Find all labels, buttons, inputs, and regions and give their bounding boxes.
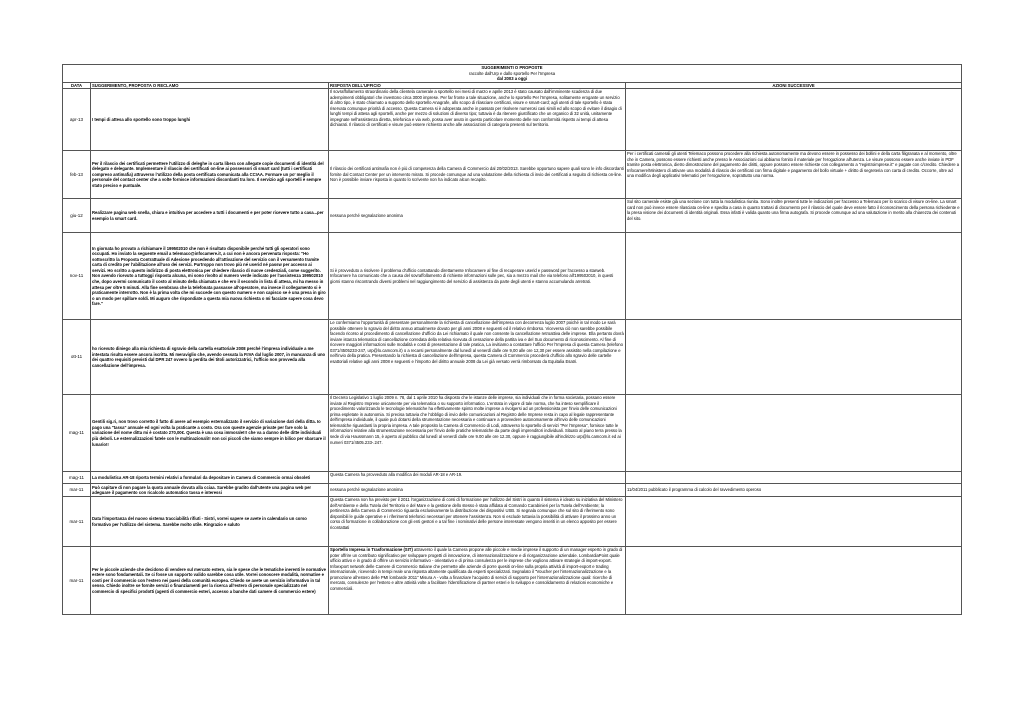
row-topic: ho ricevuto diniego alla mia richiesta di sgravio della cartella esattoriale 2008 perché l'impresa individuale a me intestata risulta essere ancora iscritta. Mi meraviglio che, avendo cessata la P.IVA dal luglio 2007, in mancanza di uno dei quattro requisiti previsti dal DPR 247 ovvero la perdita dei titoli autorizzatrici, l'ufficio non provveda alla cancellazione dell'impresa.: [91, 320, 329, 395]
row-actions: [626, 472, 962, 484]
row-actions: [626, 320, 962, 395]
table-row: [63, 484, 962, 497]
table-title: SUGGERIMENTI O PROPOSTE: [481, 65, 543, 70]
table-row: [63, 89, 962, 151]
row-date: mag-11: [63, 395, 91, 472]
row-topic: In giornata ho provato a richiamare il 199502010 che non è risultato disponibile perché tutti gli operatori sono occupati. Ho inviato la seguente email a telemaco@infocamere.it, a cui non è ancora pervenuta risposta: "Ho sottoscritto la Proposta Contrattuale di Adesione procedendo all'attivazione del servizio con il versamento tramite carta di credito per l'abilitazione all'uso dei servizi. Purtroppo non trovo più né userid né passw per accesso ai servizi. Ho scritto a questo indirizzo di posta elettronica per chiedere rilascio di nuove credenziali, come suggerito. Non avendo ricevuto a tuttoggi risposta alcuna, mi sono rivolto al numero verde indicato per l'assistenza 199502010 che, dopo avermi comunicato il costo al minuto della chiamata e che ero il secondo in lista di attesa, mi ha messo in attesa per oltre 5 minuti. Alla fine sembrava che la telefonata passasse all'operatore, ma invece il collegamento si è praticamente interrotto. Non è la prima volta che mi succede con questo numero e non capisco se è una presa in giro o un modo per spillare soldi. Mi auguro che rispondiate a questa mia nuova richiesta o mi facciate sapere cosa devo fare.": [91, 233, 329, 320]
row-topic: Realizzare pagina web snella, chiara e intuitiva per accedere a tutti i documenti e per poter ricevere tutto a casa...per esempio la smart card.: [91, 199, 329, 233]
column-header-date: DATA: [63, 82, 91, 89]
table-subtitle: raccolte dall'Urp e dallo sportello Per l'Impresa: [468, 70, 556, 76]
table-row: [63, 395, 962, 472]
row-actions: [626, 395, 962, 472]
table-row: [63, 199, 962, 233]
row-topic: Può capitare di non pagare la quota annuale dovuta alla cciaa. Sarebbe gradito dall'utente una pagina web per adeguare il pagamento con ricalcolo automatico tassa e interessi: [91, 484, 329, 497]
column-header-topic: SUGGERIMENTO, PROPOSTA O RECLAMO: [91, 82, 329, 89]
row-date: mag-11: [63, 472, 91, 484]
table-header-row: [63, 65, 962, 83]
row-response: Le confermiamo l'opportunità di presentare personalmente la richiesta di cancellazione dell'impresa con decorrenza luglio 2007 poiché in tal modo Le sarà possibile ottenere lo sgravio del diritto annuo attualmente dovuto per gli anni 2008 e seguenti ed il relativo rimborso. Viceversa ciò non sarebbe possibile facendo ricorso al procedimento di cancellazione d'ufficio da Lei richiamato il quale non consente la cancellazione retroattiva delle imprese. Ella pertanto dovrà inviare istanza telematica di cancellazione corredata della relativa ricevuta di cessazione della partita iva e del Suo documento di riconoscimento. Al fine di ricevere maggiori informazioni sulle modalità e costi di presentazione di tale pratica, La invitiamo a contattare l'ufficio Per l'Impresa di questa Camera (telefono 0371/4505233-247, urp@lo.camcom.it) o a recarsi personalmente dal lunedì al venerdì dalle ore 9,00 alle ore 12,30 per essere assistito nella compilazione e nell'invio della pratica. Presentando la richiesta di cancellazione dell'impresa, questa Camera di Commercio procederà d'ufficio allo sgravio delle cartelle esattoriali relative agli anni 2008 e seguenti e l'importo del diritto annuale 2008 da Lei già versato verrà rimborsato da Equitalia Esatri.: [329, 320, 626, 395]
suggestions-table: [62, 64, 962, 615]
row-date: giu-12: [63, 199, 91, 233]
table-row: [63, 472, 962, 484]
row-response: Il rilascio dei certificati antimafia non è più di competenza della Camera di Commercio dal 20/02/2013. Sarebbe opportuno sapere quali sono le info discordanti fornite dal Contact Center per un intervento mirato. Si procede comunque ad una valutazione della richiesta di invio dei certificati a seguito di richiesta on-line. Non è possibile inviare risposta in quanto lo scrivente non ha indicato alcun recapito.: [329, 151, 626, 199]
table-row: [63, 233, 962, 320]
row-topic: Data l'importanza del nuovo sistema tracciabilità rifiuti - Sistri, vorrei sapere se avete in calendario un corso formativo per l'utilizzo del sistema. Sarebbe molto utile. Ringrazio e saluto: [91, 497, 329, 547]
row-topic: Per il rilascio dei certificati permettere l'utilizzo di deleghe in carta libera con allegate copie documenti di identità del delegato e delegante. Implementare il rilascio dei certificati on-line ai possessori di smart card (tutti i certificati compreso antimafia) attraverso l'utilizzo della posta certificata comunicata alla CCIAA. Formare un po' meglio il personale del contact center che a volte fornisce informazioni discordanti tra loro. Il servizio agli sportelli è sempre stato preciso e puntuale.: [91, 151, 329, 199]
row-actions: Sul sito camerale esiste già una sezione con tutta la modulistica riunita. Sono inoltre presenti tutte le indicazioni per l'accesso a Telemaco per lo scarico di visure on-line. La smart card non può invece essere rilasciata on-line e spedita a casa in quanto trattasi di documento per il rilascio del quale deve essere fatto il riconoscimento della persona richiedente e la presa visione dei documenti di identità originali. Essa infatti è valida quanto una firma autografa. Si procede comunque ad una valutazione in merito alla chiarezza dei contenuti del sito.: [626, 199, 962, 233]
row-response-text: attraverso il quale la Camera propone alle piccole e medie imprese il supporto di un manager esperto in grado di poter offrire un contributo significativo per sviluppare progetti di innovazione, di internazionalizzazione e di riorganizzazione aziendale. LombardiaPoint quale ufficio attivo e in grado di offrire un servizio informativo - orientativo e di prima consulenza per le imprese che vogliono attivare strategie di import-export. Infoexport network delle Camere di Commercio Italiane che permette alle aziende di porre quesiti on-line sulla propria attività di import-export e trading internazionale, ricevendo in tempi reale una risposta altamente qualificata da esperti specializzati. Segnalato il "Voucher per l'internazionalizzazione e la promozione all'estero delle PMI lombarde 2011" Misura A - volta a finanziare l'acquisto di servizi di supporto per l'internazionalizzazione quali: ricerche di mercato, consulenze per l'estero e altre attività volte a facilitare l'identificazione di partner esteri e lo sviluppo e consolidamento di relazioni economiche e commerciali.: [330, 547, 623, 592]
row-topic: Per le piccole aziende che decidono di vendere sul mercato estero, sia le spese che le tematiche inerenti le normative estere sono fondamentali. Se ci fosse un supporto valido sarebbe cosa utile. Vorrei conoscere modalità, normative e costi per il commercio con l'estero nei paesi della comunità europea. Chiedo se avete un servizio informativo in tal senso. Chiedo inoltre se fornite servizi o finanziamenti per la ricerca all'estero di personale specializzato nel commercio di specifici prodotti (agenti di commercio esteri, accesso a banche dati camere di commercio estere): [91, 547, 329, 615]
row-date: mar-11: [63, 484, 91, 497]
row-actions: [626, 233, 962, 320]
table-header: [63, 65, 962, 83]
row-actions: 11/04/2011 pubblicato il programma di calcolo del ravvedimento operoso: [626, 484, 962, 497]
row-date: ott-11: [63, 320, 91, 395]
row-date: mar-11: [63, 547, 91, 615]
row-response: Il sovraffollamento straordinario della clientela camerale a sportello nei mesi di marzo e aprile 2013 è stato causato dall'imminente scadenza di due adempimenti obbligatori che investono circa 3000 imprese. Per far fronte a tale situazione, anche lo sportello Per l'Impresa, solitamente erogante un servizio di altro tipo, è stato chiamato a supporto dello sportello Anagrafe, allo scopo di rilasciare certificati, visure e smart-card; agli utenti di tale sportello è stata riservata comunque priorità di accesso. Questa Camera si è adoperata anche in passato per risolvere numerosi casi simili ed allo scopo di evitare il disagio di lunghi tempi di attesa agli sportelli, anche per mezzo di soluzioni di diverso tipo; tuttavia è da ritenere giustificato che un organico di 32 unità, unitamente impegnate nell'assistenza diretta, telefonica e via web, possa aver avuto in questo particolare momento delle non conformità rispetto ai tempi di attesa dichiarati. Il rilascio di certificati e visure può essere richiesto anche alle associazioni di categoria presenti sul territorio.: [329, 89, 626, 151]
row-response: Questa Camera non ha previsto per il 2011 l'organizzazione di corsi di formazione per l'utilizzo del Sistri in quanto il sistema è ideato su iniziativa del Ministero dell'Ambiente e della Tutela del Territorio e del Mare e la gestione dello stesso è stata affidata al Comando Carabinieri per la Tutela dell'Ambiente; la pertinenza della Camera di Commercio riguarda esclusivamente la distribuzione dei dispositivi USB. Si segnala comunque che sul sito di riferimento sono disponibili le guide operative e i riferimenti telefonici necessari per ottenere l'assistenza. Non si esclude tuttavia la possibilità di attivare il prossimo anno un corso di formazione in collaborazione con gli enti gestori e a tal fine i nominativi delle persone interessate vengono inseriti in un elenco apposito per essere ricontattati: [329, 497, 626, 547]
row-response: Questa Camera ha provveduto alla modifica dei moduli AR-18 e AR-19.: [329, 472, 626, 484]
row-actions: [626, 497, 962, 547]
row-response: nessuna perché segnalazione anonima: [329, 199, 626, 233]
row-date: nov-11: [63, 233, 91, 320]
row-actions: Per i certificati camerali gli utenti Telemaco possono procedere alla richiesta autonomamente ma devono essere in possesso dei bollini e della carta filigranata e al momento, oltre che in Camera, possono essere richiesti anche presso le Associazioni cui abbiamo fornito il materiale per l'erogazione all'utenza. Le visure possono essere anche inviate in PDF tramite posta elettronica, dietro dimostrazione del pagamento dei diritti, oppure possono essere richieste con collegamento a "registroimprese.it" e pagate con c/credito. Chiedere a Infocamere/Ministero di attivare una modalità di rilascio dei certificati con firma digitale e pagamento del bollo virtuale + diritto di segreteria con carta di credito. Occorre, oltre ad una modifica degli applicativi telematici per l'erogazione, soprattutto una norma.: [626, 151, 962, 199]
row-topic: I tempi di attesa allo sportello sono troppo lunghi: [91, 89, 329, 151]
row-topic: Gentili sig.ri, non trovo corretto il fatto di avere ad esempio esternalizzato il servizio di variazione dati della ditta. Io pago una "tassa" annuale ed ogni volta la praticante a costo. Ora con queste agenzie private per fare solo la variazione del nome ditta mi è costato 270,00€. Questa è una cosa immorale!!! che va a danno delle ditte individuali più deboli. Le esternalizzazioni fatele con le multinazionali!! non coi piccoli che siamo sempre in bilico per sbarcare il lunario!!: [91, 395, 329, 472]
row-response: Si è provveduto a risolvere il problema d'ufficio contattando direttamente Infocamere al fine di recuperare userid e password per l'accesso a starweb. Infocamere ha comunicato che a causa del sovraffollamento di richieste informazioni sulle pec, sia a mezzo mail che via telefono all'199502010, in questi giorni stanno riscontrando diversi problemi nel raggiungimento del servizio di assistenza da parte degli utenti e stanno accumulando arretrati.: [329, 233, 626, 320]
column-header-response: RISPOSTA DELL'UFFICIO: [329, 82, 626, 89]
row-date: feb-13: [63, 151, 91, 199]
row-response: [329, 547, 626, 615]
table-period: dal 2003 a oggi: [497, 76, 528, 82]
row-date: apr-13: [63, 89, 91, 151]
table-row: [63, 151, 962, 199]
row-actions: [626, 89, 962, 151]
column-header-actions: AZIONI SUCCESSIVE: [626, 82, 962, 89]
row-topic: La modulistica AR-18 riporta termini relativi a formulari da depositare in Camera di Commercio ormai obsoleti: [91, 472, 329, 484]
table-row: [63, 497, 962, 547]
row-date: mar-11: [63, 497, 91, 547]
row-actions: [626, 547, 962, 615]
table-row: [63, 547, 962, 615]
table-row: [63, 320, 962, 395]
row-response: nessuna perché segnalazione anonima: [329, 484, 626, 497]
row-response: Il Decreto Legislativo 1 luglio 2009 n. 78, dal 1 aprile 2010 ha disposto che le istanze delle imprese, sia individuali che in forma societaria, possano essere inviate al Registro Imprese unicamente per via telematica o su supporto informatico. L'entrata in vigore di tale norma, che ha inteso semplificare il procedimento valorizzando le tecnologie telematiche ha effettivamente spinto molte imprese a rivolgersi ad un professionista per l'invio delle comunicazioni prima espletate in autonomia. Si precisa tuttavia che l'obbligo di invio delle comunicazioni al Registro delle Imprese resta in capo al legale rappresentante dell'impresa individuale, il quale può dotarsi della strumentazione necessaria e continuare a provvedere autonomamente all'invio delle comunicazioni telematiche riguardanti la propria impresa. A tale proposito la Camera di Commercio di Lodi, attraverso lo sportello di servizi "Per l'Impresa", fornisce tutte le informazioni relative alla strumentazione necessaria per l'invio delle pratiche telematiche da parte degli imprenditori individuali. Situato al piano terra presso la sede di via Haussmann 15, è aperto al pubblico dal lunedì al venerdì dalle ore 9.00 alle ore 12.30, oppure è raggiungibile all'indirizzo urp@lo.camcom.it ed ai numeri 0371/4505.233-.247.: [329, 395, 626, 472]
sit-lead: Sportello Impresa in Trasformazione (SIT): [330, 547, 413, 553]
